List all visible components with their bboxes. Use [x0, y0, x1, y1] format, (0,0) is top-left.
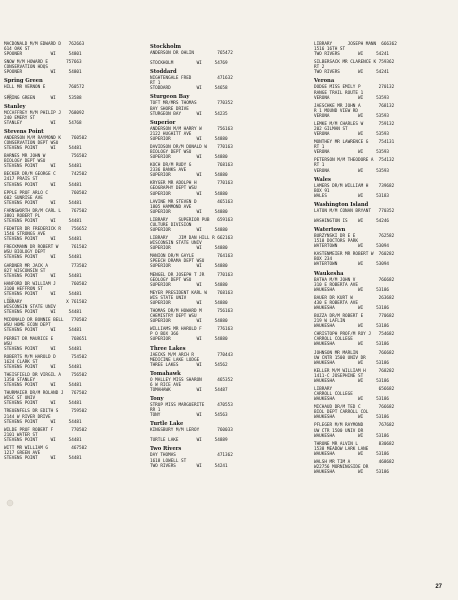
address-line: WISCONSIN STATE UNIV — [150, 241, 202, 247]
member-entry — [150, 273, 298, 288]
member-entry — [314, 314, 454, 329]
member-name-line: TREUENFELS DR EDITH S 759502 — [4, 409, 87, 415]
member-entry — [314, 351, 454, 366]
member-name-line: BARNES MR JOHN W 756502 — [4, 154, 87, 160]
member-entry — [314, 158, 454, 173]
member-name-line: BECKER DR/M GEORGE C 742502 — [4, 172, 87, 178]
member-name-line: MANION DR/M GAYLE 764163 — [150, 254, 233, 260]
member-name-line: LEMKE M/M CHARLES W 759132 — [314, 121, 395, 127]
member-entry — [150, 428, 298, 443]
member-entry — [4, 318, 152, 333]
member-entry — [4, 136, 152, 151]
member-entry — [314, 234, 454, 249]
member-entry — [4, 391, 152, 406]
member-entry — [314, 85, 454, 100]
member-name-line: EPPLE PROF ARLO C 760502 — [4, 190, 87, 196]
city-heading: Three Lakes — [150, 345, 186, 352]
city-heading: Waukesha — [314, 270, 344, 277]
address-line: RANGE TRAIL ROUTE 1 — [314, 90, 364, 96]
member-entry — [150, 236, 298, 251]
city-state-zip-line: WAUKESHA WI 53186 — [314, 342, 390, 348]
address-line: 202 GILMAN ST — [314, 126, 348, 132]
member-name-line: BAUER DR KURT W 263682 — [314, 295, 395, 301]
member-name-line: KINGSBURY M/M LEROY 760033 — [150, 428, 233, 434]
address-line: CONSERVATION HDQS — [4, 65, 48, 71]
member-name-line: THEISFIELD DR VIRGIL A 756502 — [4, 372, 87, 378]
city-state-zip-line: SUPERIOR WI 54880 — [150, 136, 228, 142]
city-state-zip-line: SUPERIOR WI 54880 — [150, 155, 228, 161]
address-line: CONSERVATION DEPT WSU — [4, 140, 59, 146]
member-entry — [4, 172, 152, 187]
city-state-zip-line: TOMAHAWK WI 54487 — [150, 387, 228, 393]
member-name-line: LIBRARY JOSEPH MANN 666362 — [314, 42, 397, 47]
address-line: WISC ST UNIV — [4, 396, 36, 402]
city-state-zip-line: SPOONER WI 54801 — [4, 70, 82, 76]
city-heading: Watertown — [314, 227, 346, 234]
page-number: 27 — [435, 584, 442, 590]
member-name-line: GARDNER MR JACK A 773502 — [4, 263, 87, 269]
city-heading: Stevens Point — [4, 128, 44, 135]
member-name-line: KOCH DR/M RUDY G 768163 — [150, 163, 233, 169]
address-line: 1350 STANLEY — [4, 378, 36, 384]
member-name-line: MCCAFFREY M/M PHILIP J 768092 — [4, 110, 85, 116]
address-line: RT 2 — [314, 65, 325, 71]
member-name-line: HANFORD DR WILLIAM J 760502 — [4, 281, 87, 287]
city-state-zip-line: STEVENS POINT WI 54481 — [4, 218, 82, 224]
member-entry — [150, 309, 298, 324]
city-state-zip-line: WAUKESHA WI 53186 — [314, 378, 390, 384]
member-entry — [314, 387, 454, 402]
city-state-zip-line: THREE LAKES WI 54562 — [150, 362, 228, 368]
city-heading: Superior — [150, 119, 176, 126]
member-name-line: MACDONALD M/M EDWARD D 762663 — [4, 42, 85, 47]
member-name-line: LIBRARY X 761502 — [4, 300, 87, 306]
city-state-zip-line: WASHINGTON IS WI 54246 — [314, 218, 390, 224]
city-state-zip-line: STEVENS POINT WI 54481 — [4, 237, 82, 243]
address-line: CULTURE DIVISION — [150, 222, 192, 228]
address-line: 219 W LAFLIN — [314, 319, 346, 325]
address-line: 1538 MEADOW LARK LANE — [314, 446, 369, 452]
member-name-line: WILDE PROF ROBERT F 770502 — [4, 427, 87, 433]
city-heading: Turtle Lake — [150, 421, 184, 428]
city-state-zip-line: VERONA WI 53593 — [314, 150, 390, 156]
address-line: 602 SUNRISE AVE — [4, 195, 43, 201]
member-name-line: DAY THOMAS 471362 — [150, 453, 233, 459]
city-state-zip-line: STEVENS POINT WI 54481 — [4, 310, 82, 316]
city-state-zip-line: TURTLE LAKE WI 54889 — [150, 438, 228, 444]
member-entry — [4, 111, 152, 126]
member-name-line: MONTHEY MR LAWRENCE G 754131 — [314, 140, 395, 146]
member-entry — [150, 101, 298, 116]
member-entry — [314, 209, 454, 224]
city-heading: Stoddard — [150, 69, 177, 76]
address-line: WSU — [4, 341, 12, 347]
city-heading: Sturgeon Bay — [150, 94, 190, 101]
address-line: 1518 DOCTORS PARK — [314, 239, 358, 245]
address-line: R 1 MOUND VIEW RD — [314, 108, 358, 114]
member-entry — [150, 378, 298, 393]
address-line: 827 WISCONSIN ST — [4, 268, 46, 274]
member-name-line: FARNSWORTH DR/M CARL L 767502 — [4, 208, 87, 214]
member-name-line: PERRET DR MAURICE E 768651 — [4, 336, 87, 342]
member-name-line: BUZZA DR/M ROBERT E 770682 — [314, 314, 395, 320]
city-state-zip-line: SUPERIOR WI 54880 — [150, 337, 228, 343]
address-line: 3100 HEFFRON ST — [4, 286, 43, 292]
address-line: WSU BIOLOGY DEPT — [4, 250, 46, 256]
city-state-zip-line: STEVENS POINT WI 54481 — [4, 383, 82, 389]
member-name-line: SNOW M/M HOWARD E 757663 — [4, 60, 82, 66]
member-entry — [150, 403, 298, 418]
member-name-line: KRYGER MR ADOLPH H 770163 — [150, 181, 233, 187]
address-line: RT 1 — [314, 145, 325, 151]
member-name-line: FRECKMANN DR ROBERT W 761502 — [4, 245, 87, 251]
city-state-zip-line: STEVENS POINT WI 54481 — [4, 291, 82, 297]
address-line: WIS STATE UNIV — [150, 295, 187, 301]
city-state-zip-line: SUPERIOR WI 54880 — [150, 173, 228, 179]
member-name-line: LIBRARY JIM DAN HILL R 662163 — [150, 236, 233, 242]
city-state-zip-line: SUPERIOR WI 54880 — [150, 319, 228, 325]
city-state-zip-line: WAUKESHA WI 53186 — [314, 397, 390, 403]
member-entry — [314, 104, 454, 119]
address-line: SPEECH DRAMA DEPT WSU — [150, 259, 205, 265]
address-line: 1516 16TH ST — [314, 47, 346, 53]
member-name-line: DAVIDSON DR/M DONALD W 770163 — [150, 144, 233, 150]
address-line: 1805 HAMMOND AVE — [150, 204, 192, 210]
city-state-zip-line: WAUKESHA WI 53186 — [314, 415, 390, 421]
address-line: CARROLL COLLEGE — [314, 392, 353, 398]
member-entry — [314, 140, 454, 155]
address-line: CHEMISTRY DEPT WSU — [150, 314, 197, 320]
city-heading: Spring Green — [4, 78, 43, 85]
city-state-zip-line: TONY WI 54563 — [150, 413, 228, 419]
address-line: 1618 LOWELL ST — [150, 458, 187, 464]
city-heading: Two Rivers — [150, 446, 182, 453]
member-name-line: PETERSON M/M THEODORE A 754132 — [314, 158, 395, 164]
member-name-line: LIBRARY 656682 — [314, 386, 395, 392]
city-heading: Stockholm — [150, 44, 182, 50]
member-entry — [4, 191, 152, 206]
member-entry — [4, 282, 152, 297]
member-entry — [4, 300, 152, 315]
address-line: 2417 PRAIS ST — [4, 177, 38, 183]
member-name-line: KASTENMEIER MR ROBERT W 760282 — [314, 252, 395, 258]
member-entry — [314, 460, 454, 475]
address-line: WISCONSIN STATE UNIV — [4, 305, 56, 311]
city-state-zip-line: TWO RIVERS WI 54241 — [150, 463, 228, 469]
member-entry — [150, 291, 298, 306]
member-name-line: MICHAUD DR/M TED C 766682 — [314, 405, 395, 411]
address-line: 1624 CLARK ST — [4, 359, 38, 365]
member-name-line: JAECKS M/M ARCH R 770443 — [150, 352, 233, 358]
address-line: 3801 ROBERT PL — [4, 213, 41, 219]
member-name-line: WILLIAMS MR HAROLD F 776163 — [150, 327, 233, 333]
member-entry — [4, 428, 152, 443]
member-name-line: ROBERTS M/M HAROLD D 754502 — [4, 354, 87, 360]
city-state-zip-line: WAUKESHA WI 53186 — [314, 451, 390, 457]
member-entry — [150, 353, 298, 368]
member-entry — [4, 154, 152, 169]
city-heading: Verona — [314, 78, 335, 85]
member-name-line: LAVINE MR STEVEN D 465163 — [150, 199, 233, 205]
member-name-line: KELLER M/M WILLIAM H 768282 — [314, 368, 395, 374]
city-state-zip-line: WALES WI 53183 — [314, 193, 390, 199]
member-entry — [4, 446, 152, 461]
address-line: RT 1 — [150, 81, 161, 87]
city-state-zip-line: TWO RIVERS WI 54241 — [314, 52, 390, 58]
member-name-line: NIGHTENGALE FRED 471632 — [150, 76, 233, 82]
city-state-zip-line: SUPERIOR WI 54880 — [150, 209, 228, 215]
city-heading: Tony — [150, 395, 164, 402]
member-entry — [4, 227, 152, 242]
city-state-zip-line: SUPERIOR WI 54880 — [150, 282, 228, 288]
address-line: BOX 91 — [314, 188, 330, 194]
member-name-line: WITT MR WILLIAM G 467502 — [4, 445, 87, 451]
member-name-line: PFLEGER M/M RAYMOND 767682 — [314, 423, 395, 429]
city-state-zip-line: WAUKESHA WI 53186 — [314, 305, 390, 311]
city-state-zip-line: TWO RIVERS WI 54241 — [314, 70, 390, 76]
city-state-zip-line: STEVENS POINT WI 54481 — [4, 437, 82, 443]
member-entry — [150, 76, 298, 91]
directory-column-3 — [314, 42, 454, 478]
member-name-line: THRONE MR ALVIN L 830682 — [314, 441, 395, 447]
address-line: 1217 GREEN AVE — [4, 450, 41, 456]
member-name-line: MCDONALD DR BONNIE BELL 770502 — [4, 318, 87, 324]
member-entry — [150, 218, 298, 233]
member-entry — [314, 369, 454, 384]
address-line: 2122 HUGHITT AVE — [150, 131, 192, 137]
city-state-zip-line: VERONA WI 53593 — [314, 95, 390, 101]
city-state-zip-line: STEVENS POINT WI 54481 — [4, 182, 82, 188]
address-line: 2101 WATER ST — [4, 432, 38, 438]
member-name-line: ANDERSON M/M HARRY W 756163 — [150, 126, 233, 132]
city-state-zip-line: STEVENS POINT WI 54481 — [4, 146, 82, 152]
address-line: CARROLL COLLEGE — [314, 337, 353, 343]
city-state-zip-line: VERONA WI 53593 — [314, 168, 390, 174]
member-entry — [4, 409, 152, 424]
member-name-line: WALSH MR TIM A 468682 — [314, 459, 395, 465]
member-entry — [150, 181, 298, 196]
member-entry — [314, 60, 454, 75]
address-line: BIOLOGY DEPT WSU — [150, 149, 192, 155]
city-state-zip-line: STEVENS POINT WI 54481 — [4, 346, 82, 352]
member-entry — [4, 209, 152, 224]
address-line: 1411-C JOSEPHINE ST — [314, 373, 364, 379]
city-state-zip-line: SUPERIOR WI 54880 — [150, 227, 228, 233]
member-name-line: ANDERSON DR OHLIN 765472 — [150, 51, 233, 56]
address-line: 430 E ROBERTA AVE — [314, 300, 358, 306]
city-state-zip-line: STEVENS POINT WI 54481 — [4, 401, 82, 407]
city-state-zip-line: WAUKESHA WI 53186 — [314, 287, 390, 293]
member-name-line: CHRISTOPH PROF/M ROY J 754682 — [314, 332, 395, 338]
city-state-zip-line: STOCKHOLM WI 54769 — [150, 61, 228, 67]
address-line: 2336 BANKS AVE — [150, 168, 187, 174]
member-name-line: BURZYNSKI DR E E 762582 — [314, 234, 395, 240]
city-state-zip-line: STEVENS POINT WI 54481 — [4, 255, 82, 261]
city-state-zip-line: STEVENS POINT WI 54481 — [4, 273, 82, 279]
member-entry — [4, 42, 152, 57]
member-name-line: THOMAS DR/M HOWARD M 756163 — [150, 309, 233, 315]
city-state-zip-line: STEVENS POINT WI 54481 — [4, 419, 82, 425]
member-name-line: LATON M/M CONAN BRYANT 770352 — [314, 208, 395, 214]
address-line: 614 OAK ST — [4, 47, 30, 53]
member-name-line: SILBERSACK MR CLARENCE K 759362 — [314, 60, 395, 66]
city-state-zip-line: SPRING GREEN WI 53588 — [4, 95, 82, 101]
member-entry — [314, 278, 454, 293]
address-line: BAY SHORE DRIVE — [150, 106, 189, 112]
member-name-line: JOHNSON MR MARLIN 766682 — [314, 350, 395, 356]
city-state-zip-line: SUPERIOR WI 54880 — [150, 246, 228, 252]
member-entry — [314, 42, 454, 57]
member-entry — [4, 85, 152, 100]
member-entry — [150, 163, 298, 178]
member-entry — [4, 337, 152, 352]
member-entry — [150, 51, 298, 66]
member-entry — [150, 453, 298, 468]
member-entry — [150, 327, 298, 342]
address-line: RT 1 — [314, 163, 325, 169]
city-state-zip-line: STURGEON BAY WI 54235 — [150, 111, 228, 117]
address-line: RR 1 — [150, 408, 161, 414]
member-entry — [4, 60, 152, 75]
address-line: GEOLOGY DEPT WSU — [150, 277, 192, 283]
city-heading: Tomahawk — [150, 370, 181, 377]
member-name-line: STRUP MISS MARGUERITE 470553 — [150, 402, 233, 408]
member-entry — [314, 332, 454, 347]
member-entry — [150, 200, 298, 215]
member-name-line: MENGEL DR JOSEPH T JR 770163 — [150, 272, 233, 278]
directory-column-1 — [4, 42, 152, 464]
city-state-zip-line: WAUKESHA WI 53186 — [314, 324, 390, 330]
member-entry — [314, 122, 454, 137]
member-entry — [150, 127, 298, 142]
city-state-zip-line: SPOONER WI 54801 — [4, 52, 82, 58]
city-heading: Stanley — [4, 103, 26, 110]
address-line: BIOLOGY DEPT WSU — [4, 159, 46, 165]
address-line: WSU HOME ECON DEPT — [4, 323, 51, 329]
member-entry — [150, 254, 298, 269]
member-entry — [150, 145, 298, 160]
member-name-line: DODGE MISS EMILY P 270132 — [314, 85, 395, 91]
member-name-line: ANDERSON M/M RAYMOND K 760502 — [4, 135, 87, 141]
member-entry — [314, 252, 454, 267]
city-state-zip-line: SUPERIOR WI 54880 — [150, 300, 228, 306]
member-name-line: BATHA M/M JOHN V 766682 — [314, 277, 395, 283]
member-entry — [314, 405, 454, 420]
city-state-zip-line: VERONA WI 53593 — [314, 132, 390, 138]
member-name-line: JAESCHKE MR JOHN A 768132 — [314, 103, 395, 109]
member-entry — [314, 184, 454, 199]
address-line: GEOGRAPHY DEPT WSU — [150, 186, 197, 192]
member-entry — [4, 264, 152, 279]
member-name-line: FEDHTER DR FREDERICK R 756652 — [4, 227, 87, 233]
city-state-zip-line: STEVENS POINT WI 54481 — [4, 364, 82, 370]
city-state-zip-line: STEVENS POINT WI 54481 — [4, 328, 82, 334]
address-line: 310 E ROBERTA AVE — [314, 282, 358, 288]
address-line: UW CTR 1500 UNIV DR — [314, 428, 364, 434]
address-line: 2144 W RIVER DRIVE — [4, 414, 51, 420]
city-state-zip-line: WAUKESHA WI 53186 — [314, 360, 390, 366]
address-line: BIOL DEPT CARROLL COL — [314, 410, 369, 416]
city-heading: Washington Island — [314, 201, 369, 208]
address-line: W22756 MORNINGSIDE DR — [314, 464, 369, 470]
address-line: MEDICINE LAKE LODGE — [150, 357, 200, 363]
city-state-zip-line: STEVENS POINT WI 54481 — [4, 456, 82, 462]
city-state-zip-line: STODDARD WI 54658 — [150, 86, 228, 92]
city-state-zip-line: WATERTOWN WI 53094 — [314, 262, 390, 268]
member-entry — [314, 423, 454, 438]
member-entry — [4, 355, 152, 370]
member-entry — [4, 245, 152, 260]
city-state-zip-line: SUPERIOR WI 54880 — [150, 264, 228, 270]
directory-column-2 — [150, 42, 298, 472]
city-state-zip-line: STEVENS POINT WI 54481 — [4, 164, 82, 170]
city-state-zip-line: WATERTOWN WI 53094 — [314, 244, 390, 250]
member-entry — [4, 373, 152, 388]
member-name-line: LAMERS DR/M WILLIAM H 739682 — [314, 183, 395, 189]
address-line: 240 EMERY ST — [4, 115, 36, 121]
member-entry — [314, 442, 454, 457]
member-name-line: MEYER PRESIDENT KARL W 768163 — [150, 290, 233, 296]
address-line: BOX 234 — [314, 257, 333, 263]
address-line: 6 W RICE AVE — [150, 382, 182, 388]
city-state-zip-line: STANLEY WI 54768 — [4, 120, 82, 126]
member-name-line: O MALLEY MISS SHARON 465352 — [150, 377, 233, 383]
member-entry — [314, 296, 454, 311]
member-name-line: THURMAIER DR/M ROLAND J 767502 — [4, 391, 87, 397]
address-line: P O BOX 366 — [150, 332, 179, 338]
member-name-line: LIBRARY SUPERIOR PUB 659163 — [150, 217, 233, 223]
city-state-zip-line: SUPERIOR WI 54880 — [150, 191, 228, 197]
city-state-zip-line: STEVENS POINT WI 54481 — [4, 200, 82, 206]
city-state-zip-line: VERONA WI 53593 — [314, 113, 390, 119]
city-state-zip-line: WAUKESHA WI 53186 — [314, 433, 390, 439]
city-heading: Wales — [314, 176, 331, 183]
city-state-zip-line: WAUKESHA WI 53186 — [314, 470, 390, 476]
address-line: 1546 STRONGS AVE — [4, 232, 46, 238]
member-name-line: HILL MR VERNON E 760572 — [4, 85, 85, 91]
address-line: UW CNTR 1500 UNIV DR — [314, 355, 366, 361]
member-name-line: TOFT MR/MRS THOMAS 770352 — [150, 101, 233, 107]
